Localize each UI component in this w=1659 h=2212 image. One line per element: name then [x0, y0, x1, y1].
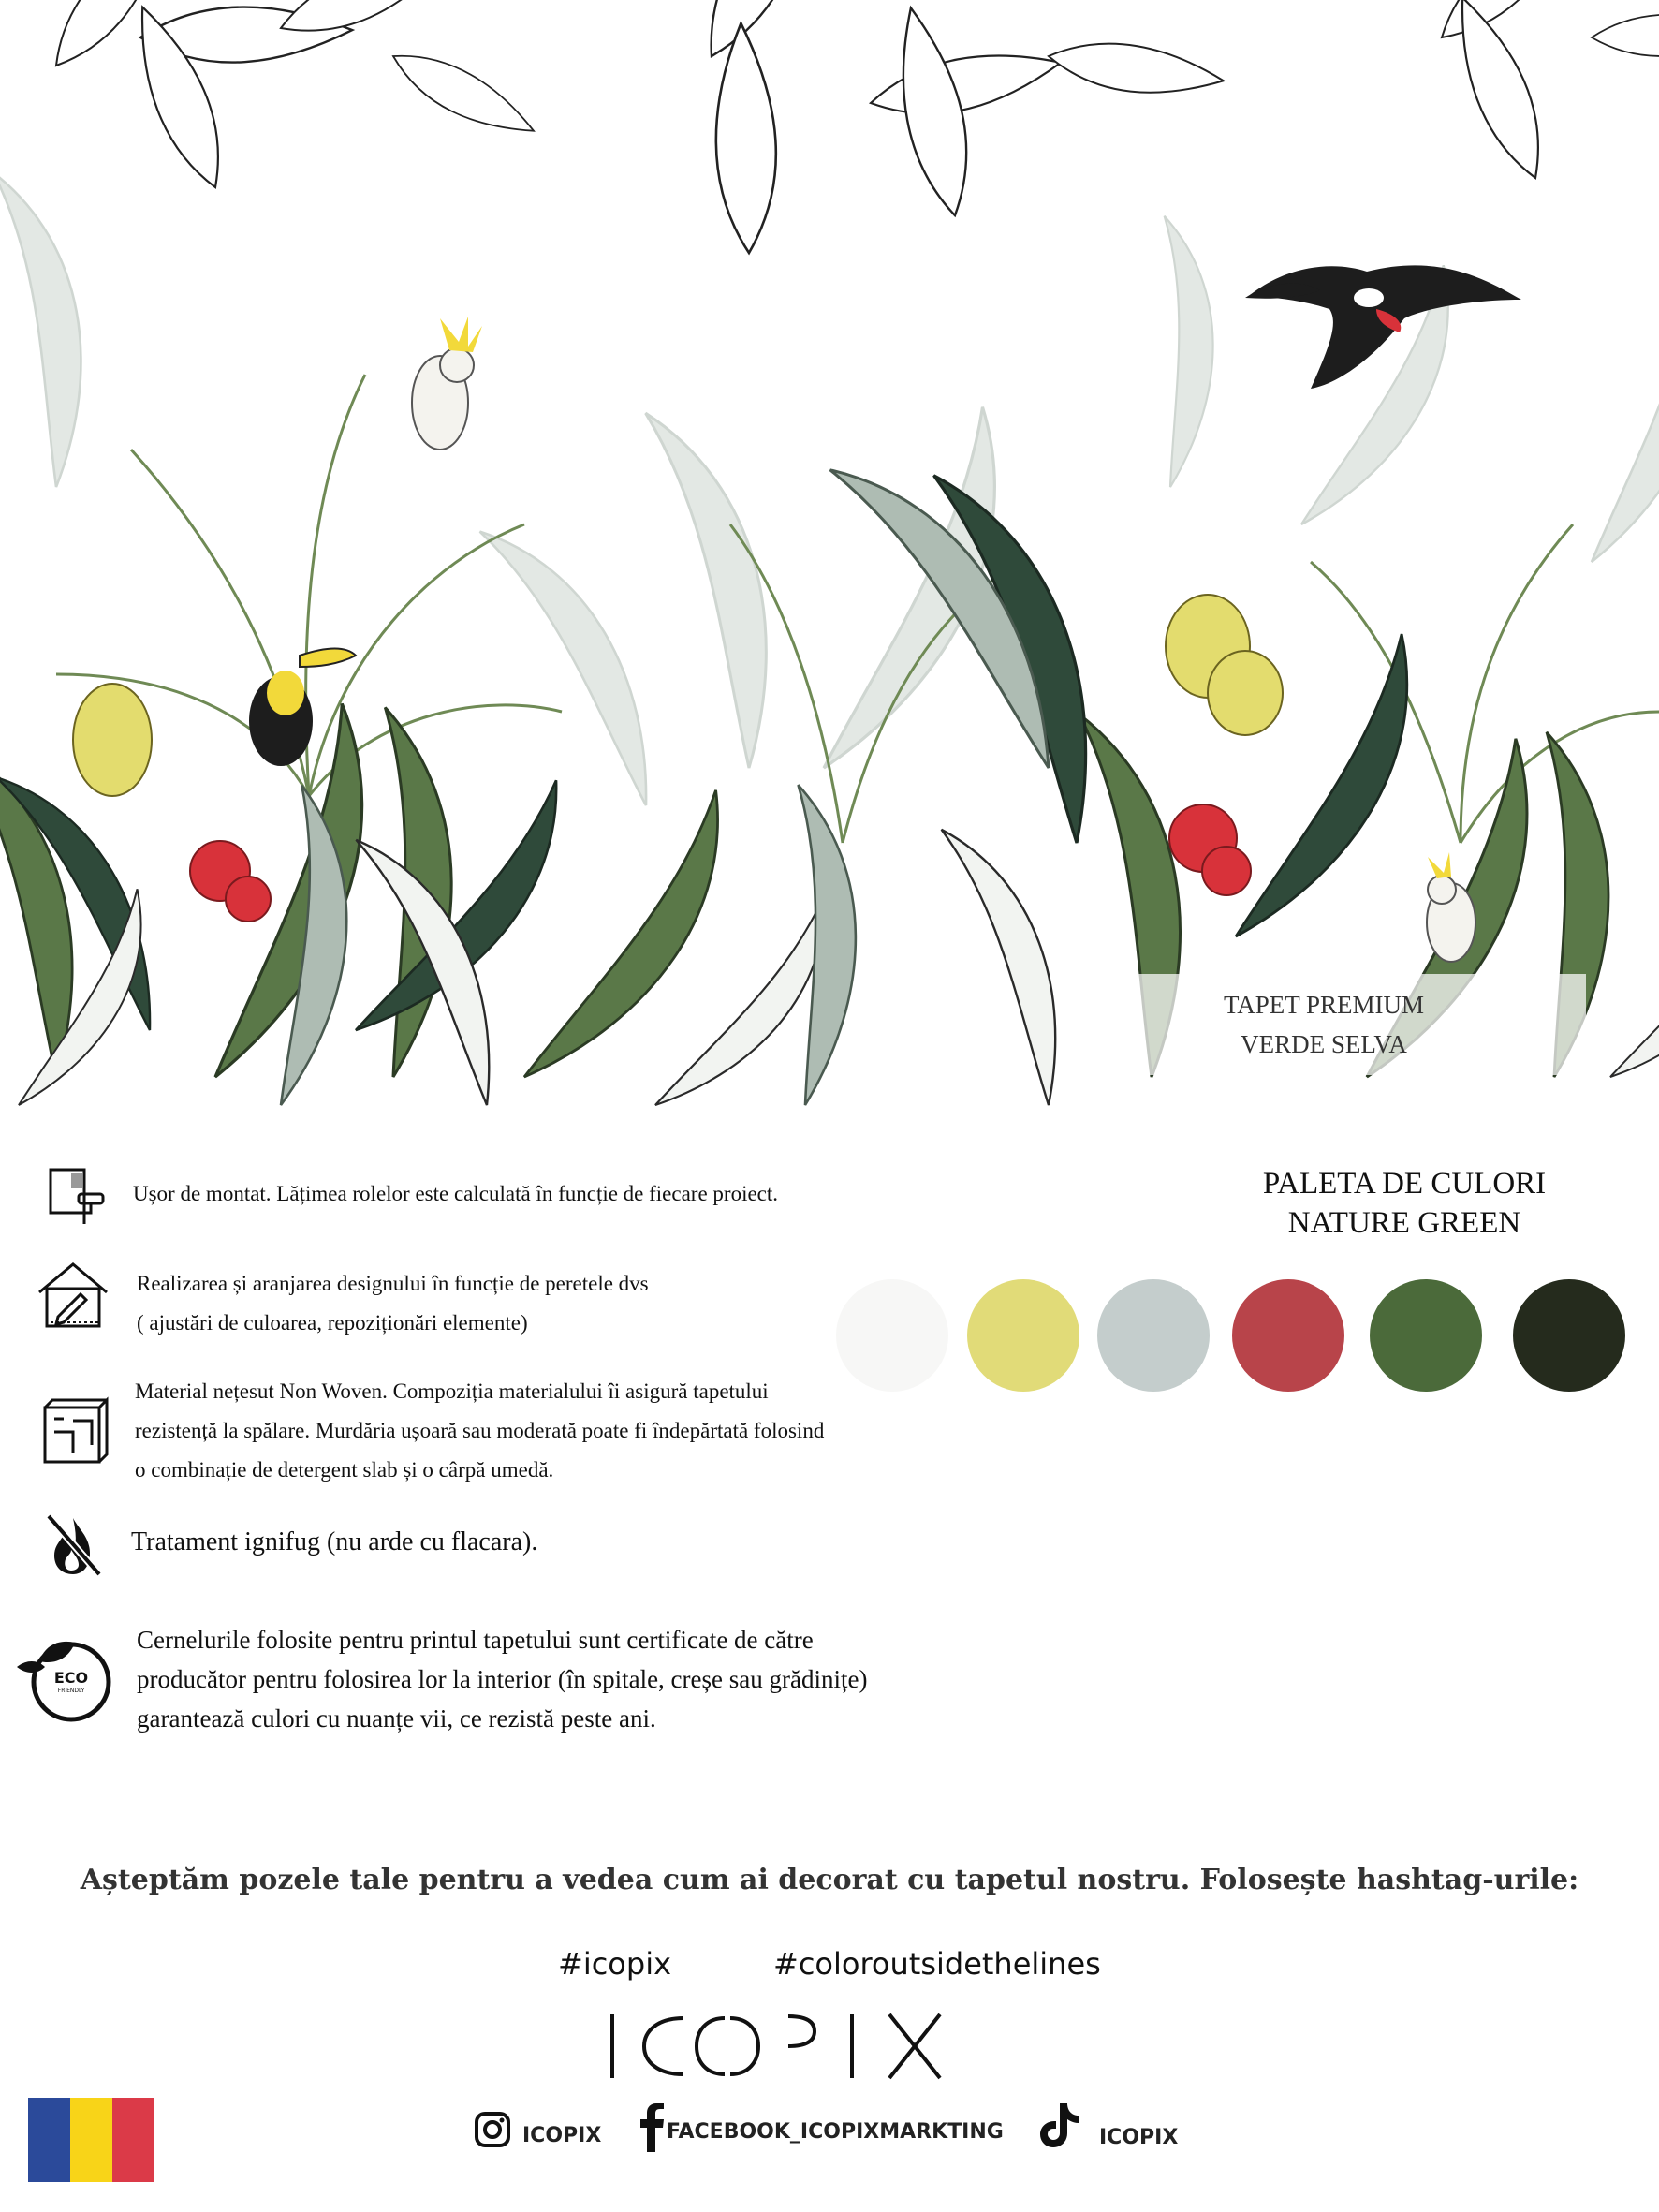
feature-text	[133, 1179, 778, 1209]
feature-text	[137, 1620, 867, 1738]
flag-stripe	[112, 2098, 154, 2182]
hashtag-call-to-action: Așteptăm pozele tale pentru a vedea cum ai decorat cu tapetul nostru. Folosește hashtag-urile:	[80, 1864, 1579, 1896]
cockatoo-bird	[412, 317, 482, 450]
feature-line: Tratament ignifug (nu arde cu flacara).	[131, 1527, 538, 1556]
feature-text	[135, 1372, 824, 1490]
instagram-icon	[474, 2111, 511, 2148]
top-outline-leaves	[24, 0, 1659, 253]
palette-swatch	[1513, 1279, 1625, 1392]
icopix-logo	[609, 2009, 1002, 2084]
palm-fronds	[56, 375, 1659, 843]
feature-line: garantează culori cu nuanțe vii, ce rezistă peste ani.	[137, 1704, 656, 1733]
palette-title-line2: NATURE GREEN	[1287, 1206, 1521, 1240]
flag-stripe	[28, 2098, 70, 2182]
tiktok-link[interactable]	[1039, 2107, 1180, 2163]
product-label-line1: TAPET PREMIUM	[1223, 991, 1425, 1019]
hashtag-coloroutsidethelines[interactable]: #coloroutsidethelines	[773, 1946, 1101, 1982]
hashtag-icopix[interactable]: #icopix	[558, 1946, 672, 1982]
feature-non-woven-material	[0, 1372, 1030, 1494]
palette-title-line1: PALETA DE CULORI	[1262, 1167, 1547, 1201]
faded-background-foliage	[0, 161, 1659, 805]
paint-roller-icon	[45, 1166, 107, 1228]
eco-badge-text: ECO	[53, 1669, 89, 1687]
instagram-label: ICOPIX	[522, 2124, 602, 2147]
feature-line: Ușor de montat. Lățimea rolelor este calculată în funcție de fiecare proiect.	[133, 1182, 779, 1205]
no-fire-icon	[45, 1512, 103, 1578]
romania-flag-icon	[28, 2098, 154, 2182]
feature-line: o combinație de detergent slab și o cârpă umedă.	[135, 1458, 554, 1482]
palette-swatch	[967, 1279, 1079, 1392]
feature-line: rezistență la spălare. Murdăria ușoară sau moderată poate fi îndepărtată folosind	[135, 1419, 825, 1442]
floorplan-icon	[41, 1394, 110, 1466]
feature-easy-install	[0, 1166, 1030, 1231]
tiktok-label: ICOPIX	[1099, 2126, 1179, 2149]
facebook-icon	[640, 2103, 665, 2152]
instagram-link[interactable]	[474, 2107, 605, 2163]
eco-badge-subtext: FRIENDLY	[57, 1688, 85, 1694]
palette-swatch	[836, 1279, 948, 1392]
product-name-label	[1062, 974, 1586, 1075]
tiktok-icon	[1039, 2101, 1079, 2148]
feature-line: producător pentru folosirea lor la interior (în spitale, creșe sau grădinițe)	[137, 1665, 868, 1693]
feature-line: ( ajustări de culoarea, repoziționări elemente)	[137, 1311, 528, 1335]
facebook-link[interactable]	[640, 2107, 1004, 2163]
feature-text	[137, 1264, 649, 1343]
feature-text	[131, 1526, 537, 1559]
feature-line: Material nețesut Non Woven. Compoziția materialului îi asigură tapetului	[135, 1379, 769, 1403]
flag-stripe	[70, 2098, 112, 2182]
cockatoo-bird-right	[1427, 852, 1475, 962]
feature-fire-retardant	[0, 1512, 1030, 1578]
product-label-line2: VERDE SELVA	[1241, 1030, 1407, 1058]
palette-swatch	[1370, 1279, 1482, 1392]
palette-swatch	[1232, 1279, 1344, 1392]
feature-line: Cernelurile folosite pentru printul tapetului sunt certificate de către	[137, 1626, 814, 1654]
facebook-label: FACEBOOK_ICOPIXMARKTING	[667, 2120, 1004, 2144]
feature-eco-inks	[0, 1620, 1030, 1751]
house-pencil-icon	[34, 1261, 112, 1332]
palette-title	[1189, 1164, 1620, 1243]
palette-swatch	[1097, 1279, 1210, 1392]
feature-line: Realizarea și aranjarea designului în funcție de peretele dvs	[137, 1272, 649, 1295]
eco-friendly-badge-icon	[13, 1633, 114, 1723]
toucan-flying-bird	[1245, 265, 1521, 389]
